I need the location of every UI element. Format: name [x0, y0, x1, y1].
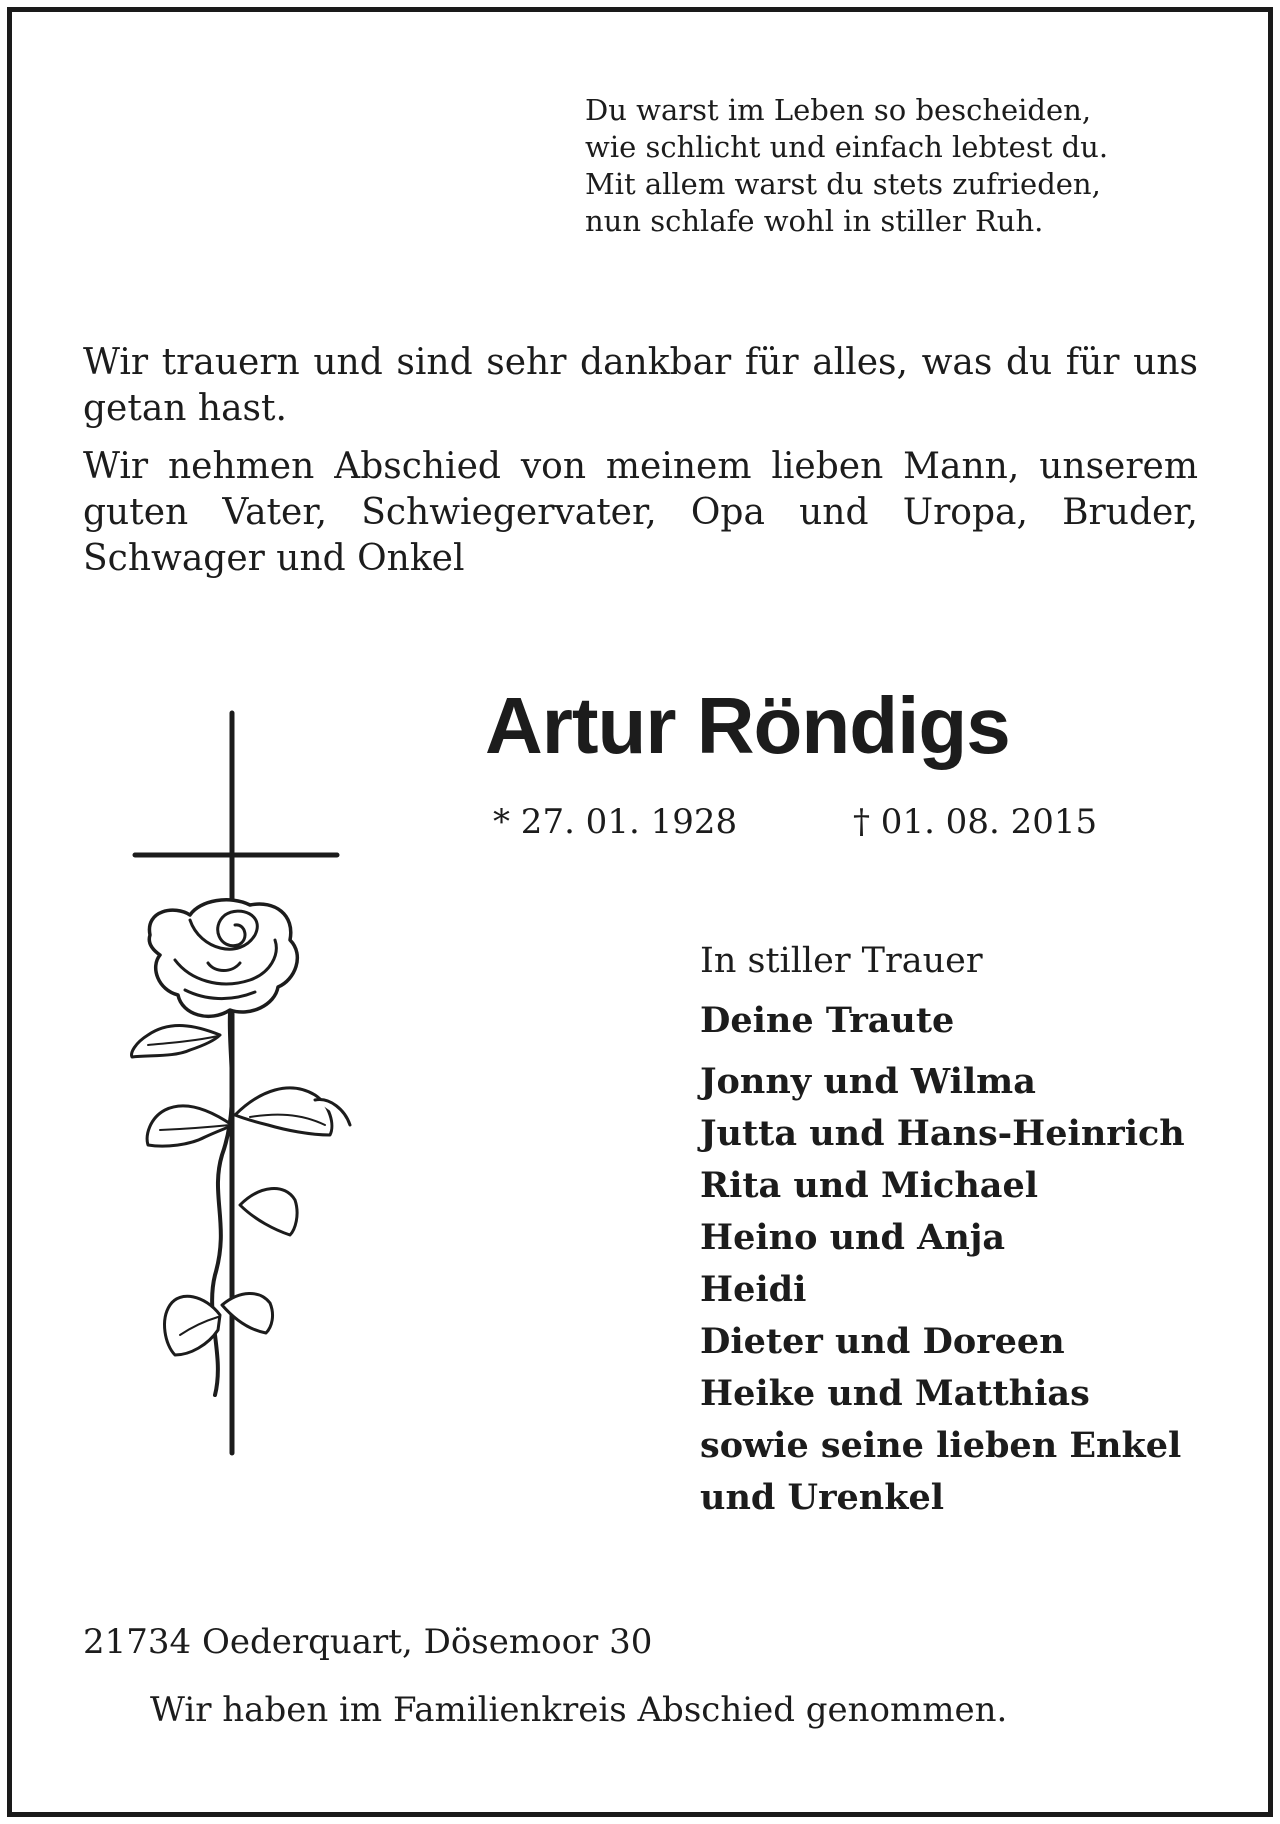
- mourner-line: Heidi: [700, 1269, 807, 1310]
- intro-text: [83, 340, 1198, 594]
- cross-with-rose-icon: [90, 705, 370, 1465]
- deceased-name: Artur Röndigs: [485, 681, 1010, 770]
- life-dates: [493, 800, 1213, 844]
- mourner-line: Jonny und Wilma: [700, 1061, 1036, 1102]
- death-date: † 01. 08. 2015: [853, 802, 1098, 842]
- mourner-line: Jutta und Hans-Heinrich: [700, 1113, 1185, 1154]
- mourner-line: Dieter und Doreen: [700, 1321, 1065, 1362]
- poem-verse: [585, 92, 1225, 240]
- poem-line: Du warst im Leben so bescheiden,: [585, 93, 1092, 127]
- birth-date: * 27. 01. 1928: [493, 802, 738, 842]
- mourner-line: Rita und Michael: [700, 1165, 1039, 1206]
- closing-line: Wir haben im Familienkreis Abschied genommen.: [150, 1690, 1008, 1730]
- address-line: 21734 Oederquart, Dösemoor 30: [83, 1622, 653, 1662]
- poem-line: nun schlafe wohl in stiller Ruh.: [585, 204, 1044, 238]
- mourner-line: und Urenkel: [700, 1477, 945, 1518]
- poem-line: Mit allem warst du stets zufrieden,: [585, 167, 1101, 201]
- mourner-line: Heike und Matthias: [700, 1373, 1090, 1414]
- intro-paragraph-thanks: Wir trauern und sind sehr dankbar für alles, was du für uns getan hast.: [83, 342, 1198, 429]
- mourner-line: sowie seine lieben Enkel: [700, 1425, 1182, 1466]
- intro-paragraph-farewell: Wir nehmen Abschied von meinem lieben Mann, unserem guten Vater, Schwiegervater, Opa und Uropa, Bruder, Schwager und Onkel: [83, 446, 1198, 579]
- poem-line: wie schlicht und einfach lebtest du.: [585, 130, 1109, 164]
- mourner-line: Heino und Anja: [700, 1217, 1006, 1258]
- mourning-heading: In stiller Trauer: [700, 941, 983, 981]
- mourning-list: [700, 938, 1220, 1524]
- mourning-spouse: Deine Traute: [700, 1000, 955, 1041]
